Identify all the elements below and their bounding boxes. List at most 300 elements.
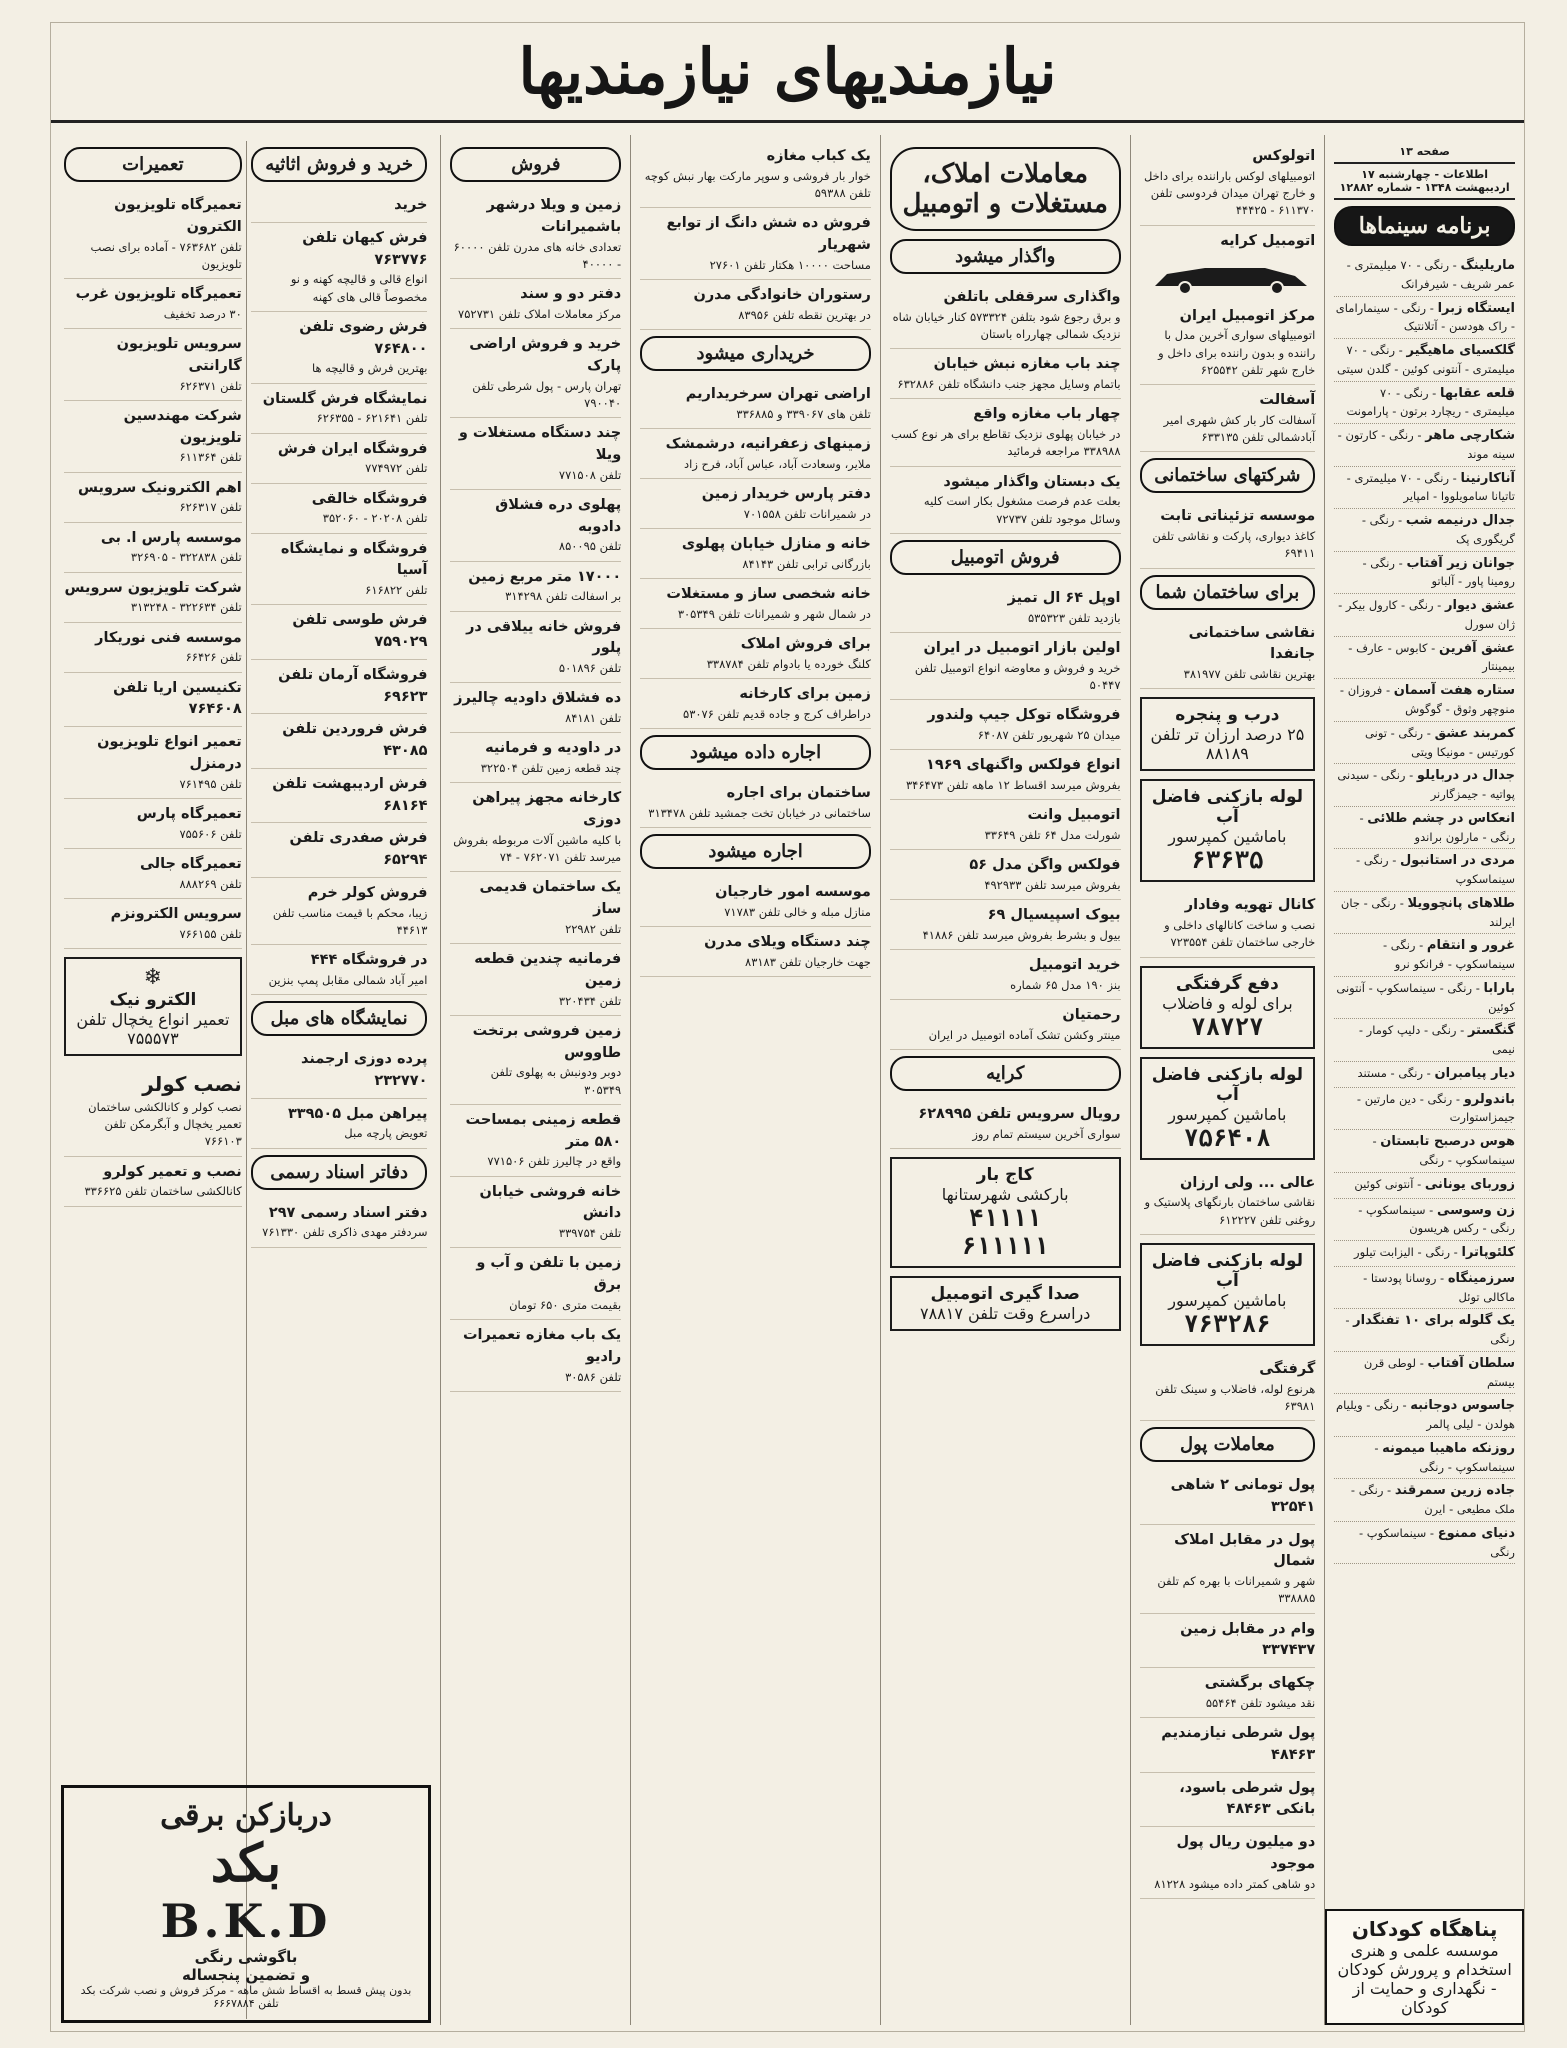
ad-title: دفع گرفتگی: [1175, 973, 1279, 994]
wanted-ad: [640, 379, 871, 429]
ad-tabet: [1140, 501, 1316, 568]
ad-title: در فروشگاه ۴۴۴: [310, 952, 428, 968]
bkd-sub2: و تضمین پنجساله: [181, 1966, 311, 1984]
sale-ad: [450, 562, 621, 612]
for-rent-heading: اجاره داده میشود: [640, 735, 871, 770]
ad-title: سرویس الکترونزم: [110, 905, 242, 922]
cinema-listing: [1334, 552, 1515, 595]
ad-title: نصب کولر: [142, 1071, 242, 1096]
film-details: - سینماسکوپ - رنگی: [1358, 1525, 1515, 1559]
ad-title: لوله بازکنی فاضل آب: [1151, 1064, 1304, 1105]
ad-body: دو شاهی کمتر داده میشود ۸۱۲۲۸: [1154, 1876, 1316, 1891]
car-sale-ad: [890, 1000, 1121, 1050]
cinema-listing: [1334, 509, 1515, 552]
repair-ad: [64, 190, 242, 279]
carpet-ad: [251, 534, 428, 606]
ad-title: خرید و فروش اراضی پارک: [469, 336, 622, 374]
notary-heading: دفاتر اسناد رسمی: [251, 1155, 428, 1190]
ad-body: تعمیر انواع یخچال تلفن ۷۵۵۵۷۳: [76, 1009, 230, 1048]
carpet-ad: [251, 434, 428, 484]
film-title: زن وسوسی: [1436, 1202, 1515, 1218]
film-details: - رنگی - ۷۰ میلیمتری - ریچارد برتون - پارامونت: [1346, 385, 1515, 419]
film-title: جدال درنیمه شب: [1405, 513, 1515, 529]
sale-ad: [450, 1248, 621, 1320]
ad-body: تلفن ۵۰۱۸۹۶: [558, 661, 622, 675]
ad-body: بهترین نقاشی تلفن ۳۸۱۹۷۷: [1183, 667, 1316, 681]
ad-janfada: [1140, 618, 1316, 690]
ad-title: چند دستگاه مستغلات و ویلا: [458, 425, 622, 463]
ad-body: تلفن ۶۲۱۶۴۱ - ۶۲۶۳۵۵: [316, 411, 428, 426]
ad-body: دراسرع وقت تلفن ۷۸۸۱۷: [919, 1304, 1091, 1323]
bkd-ad: [61, 1785, 431, 2023]
column-sale: [440, 135, 630, 2025]
film-title: دنیای ممنوع: [1437, 1525, 1515, 1541]
ad-body: بفروش میرسد اقساط ۱۲ ماهه تلفن ۳۴۶۴۷۳: [905, 777, 1121, 792]
ad-body: خوار بار فروشی و سوپر مارکت بهار نبش کوچه تلفن ۵۹۳۸۸: [644, 168, 871, 200]
ad-clog: [1140, 1354, 1316, 1421]
ad-body: دراطراف کرج و جاده قدیم تلفن ۵۳۰۷۶: [683, 706, 871, 721]
ad-body: تلفن ۳۲۰۴۳۴: [558, 993, 622, 1008]
masthead: [51, 23, 1524, 123]
ad-title: نمایشگاه فرش گلستان: [262, 390, 428, 407]
transfer-heading: واگذار میشود: [890, 239, 1121, 274]
ad-title: فرش فروردین تلفن ۴۳۰۸۵: [282, 721, 428, 759]
ad-title: پرده دوزی ارجمند ۲۳۲۷۷۰: [301, 1051, 428, 1089]
ad-body: ۲۵ درصد ارزان تر تلفن ۸۸۱۸۹: [1150, 725, 1305, 764]
ad-body: تلفن ۶۲۶۳۱۷: [179, 500, 242, 515]
ad-body: هرنوع لوله، فاضلاب و سینک تلفن ۶۳۹۸۱: [1155, 1381, 1316, 1413]
ad-body: نقد میشود تلفن ۵۵۴۶۴: [1205, 1695, 1316, 1710]
film-details: - رنگی - سینماسکوپ - فرانکو نرو: [1382, 938, 1515, 972]
ad-title: سرویس تلویزیون گارانتی: [116, 336, 242, 374]
sale-ad: [450, 1320, 621, 1392]
ad-title: یک ساختمان قدیمی ساز: [479, 879, 622, 917]
furniture-ad: [251, 1044, 428, 1099]
ad-ventilation: [1140, 890, 1316, 957]
transfer-ads: [890, 282, 1121, 534]
ad-body: تلفن ۶۶۴۲۶: [185, 650, 242, 665]
ad-title: تعمیر انواع تلویزیون درمنزل: [97, 734, 242, 772]
ad-title: فرش رضوی تلفن ۷۶۴۸۰۰: [299, 318, 428, 357]
rental-ads: [890, 1099, 1121, 1149]
cinema-listing: [1334, 1173, 1515, 1199]
ad-body: واقع در چالیرز تلفن ۷۷۱۵۰۶: [487, 1154, 622, 1169]
ad-body: ۳۰ درصد تخفیف: [163, 306, 242, 321]
orphanage-ad: [1325, 1909, 1524, 2025]
carpet-ad: [251, 823, 428, 878]
ad-body: تلفن ۳۳۹۷۵۴: [558, 1226, 622, 1240]
ad-title: چکهای برگشتی: [1204, 1675, 1316, 1691]
ad-store-444: [251, 945, 428, 995]
film-title: طلاهای پانچوویلا: [1407, 895, 1515, 911]
ad-title: صدا گیری اتومبیل: [930, 1284, 1080, 1304]
to-rent-ad: [640, 877, 871, 927]
ad-title: واگذاری سرقفلی باتلفن: [943, 289, 1121, 305]
ad-title: فرش صفدری تلفن ۶۵۲۹۴: [289, 830, 428, 868]
repair-ad: [64, 279, 242, 329]
ad-body: بارکشی شهرستانها: [941, 1185, 1069, 1204]
ad-body: تلفن ۶۱۱۳۶۴: [179, 450, 242, 465]
film-details: - سینماسکوپ - رنگی - رکس هریسون: [1358, 1202, 1515, 1236]
film-title: غرور و انتقام: [1426, 938, 1515, 954]
ad-body: زیبا، محکم با قیمت مناسب تلفن ۴۴۶۱۳: [272, 905, 428, 937]
repair-ad: [64, 329, 242, 401]
cinema-listing: [1334, 467, 1515, 510]
ad-cooler-install: [64, 1064, 242, 1157]
film-title: جاسوس دوجانبه: [1410, 1398, 1515, 1414]
ad-title: رحمتیان: [1062, 1007, 1121, 1023]
film-title: سرزمینگاه: [1447, 1270, 1515, 1286]
ad-title: لوله بازکنی فاضل آب: [1151, 1250, 1304, 1291]
ad-title: آسفالت: [1259, 392, 1316, 408]
ad-body: امیر آباد شمالی مقابل پمپ بنزین: [268, 972, 428, 987]
ad-body: شهر و شمیرانات با بهره کم تلفن ۳۳۸۸۸۵: [1157, 1574, 1316, 1606]
ad-body: چند قطعه زمین تلفن ۳۲۲۵۰۴: [480, 761, 622, 775]
film-details: - رنگی: [1345, 1313, 1515, 1347]
ad-title: فروشگاه ایران فرش: [277, 440, 428, 457]
sale-ad: [450, 1105, 621, 1177]
cinema-heading: برنامه سینماها: [1334, 206, 1515, 246]
ad-body: تلفن ۷۷۱۵۰۸: [558, 467, 622, 482]
ad-body: جهت خارجیان تلفن ۸۳۱۸۳: [745, 954, 871, 969]
film-title: عشق آفرین: [1439, 640, 1515, 656]
repairs-list: [64, 190, 242, 949]
cinema-column: [1324, 135, 1524, 2025]
issue-dateline: اطلاعات - چهارشنبه ۱۷ اردیبهشت ۱۳۴۸ - شماره ۱۲۸۸۲: [1334, 164, 1515, 200]
ad-title: فروش ده شش دانگ از توابع شهریار: [666, 215, 871, 253]
ad-body: دوبر ودونبش به پهلوی تلفن ۳۰۵۳۴۹: [490, 1065, 622, 1097]
film-details: - رنگی - کارول بیکر - ژان سورل: [1338, 598, 1515, 631]
ad-title: دفتر اسناد رسمی ۲۹۷: [268, 1204, 428, 1221]
ad-title: خانه شخصی ساز و مستغلات: [666, 586, 871, 602]
ad-electronic: [64, 957, 242, 1056]
cinema-listing: [1334, 679, 1515, 722]
ad-title: زمین برای کارخانه: [739, 686, 871, 702]
column-services: [1130, 135, 1325, 2025]
carpet-list: [251, 190, 428, 878]
newspaper-page: [50, 22, 1525, 2032]
carpet-ad: [251, 714, 428, 769]
money-heading: معاملات پول: [1140, 1427, 1316, 1462]
car-sale-ad: [890, 850, 1121, 900]
wanted-ad: [640, 679, 871, 729]
repair-ad: [64, 849, 242, 899]
film-title: آناکارنینا: [1460, 470, 1515, 486]
ad-body: مساحت ۱۰۰۰۰ هکتار تلفن ۲۷۶۰۱: [709, 257, 871, 272]
phone-number: ۷۶۳۲۸۶: [1184, 1309, 1271, 1338]
carpet-subcolumn: [246, 141, 432, 2019]
cinema-listing: [1334, 764, 1515, 807]
ad-body: در خیابان پهلوی نزدیک تقاطع برای هر نوع کسب ۳۳۸۹۸۸ مراجعه فرمائید: [890, 427, 1121, 459]
ad-title: زمین فروشی برتخت طاووس: [472, 1022, 622, 1061]
ad-title: فروشگاه خالقی: [311, 490, 428, 507]
orphanage-title: پناهگاه کودکان: [1351, 1917, 1498, 1941]
film-details: - سینماسکوپ - رنگی: [1372, 1134, 1515, 1167]
cinema-listing: [1334, 1062, 1515, 1088]
film-details: - رنگی - گریگوری پک: [1361, 513, 1515, 546]
money-ad: [1140, 1773, 1316, 1828]
wanted-ads: [640, 379, 871, 729]
cinema-listing: [1334, 254, 1515, 297]
ad-title: زمینهای زعفرانیه، درشمشک: [665, 436, 871, 452]
cinema-listing: [1334, 382, 1515, 425]
ad-body: تلفن ۸۴۱۸۱: [565, 711, 622, 725]
film-title: روزنکه ماهیبا میمونه: [1382, 1440, 1515, 1456]
wanted-ad: [640, 579, 871, 629]
film-details: - رنگی - الیزابت تیلور: [1354, 1245, 1462, 1260]
ad-title: برای فروش املاک: [740, 636, 871, 652]
ad-body: تلفن ۷۷۴۹۷۲: [365, 461, 428, 476]
cinema-listing: [1334, 807, 1515, 850]
car-sale-heading: فروش اتومبیل: [890, 540, 1121, 575]
film-title: مردی در استانبول: [1400, 853, 1515, 869]
ad-body: برای لوله و فاضلاب: [1162, 993, 1293, 1013]
ad-body: کلنگ خورده یا بادوام تلفن ۳۳۸۷۸۴: [706, 656, 871, 671]
ad-body: شورلت مدل ۶۴ تلفن ۳۳۶۴۹: [984, 827, 1121, 842]
film-details: - رنگی - مستند: [1357, 1065, 1435, 1080]
phone-number: ۷۵۶۴۰۸: [1184, 1123, 1271, 1152]
film-title: بارابا: [1483, 980, 1515, 996]
ad-body: در شمیرانات تلفن ۷۰۱۵۵۸: [743, 506, 871, 521]
for-rent-ads: [640, 778, 871, 828]
ad-body: بقیمت متری ۶۵۰ تومان: [509, 1297, 622, 1312]
repair-ad: [64, 799, 242, 849]
ad-title: پول شرطی نیازمندیم ۴۸۴۶۳: [1161, 1725, 1316, 1763]
ad-title: گرفتگی: [1259, 1360, 1316, 1377]
film-details: - سینماسکوپ - رنگی: [1374, 1440, 1515, 1474]
repair-ad: [64, 401, 242, 473]
cinema-listing: [1334, 722, 1515, 765]
film-details: - فروزان - منوچهر وثوق - گوگوش: [1339, 683, 1515, 716]
ad-body: تعدادی خانه های مدرن تلفن ۶۰۰۰۰ - ۴۰۰۰۰: [453, 239, 622, 271]
ad-body: باماشین کمپرسور: [1168, 1104, 1287, 1124]
ad-body: تلفن ۸۸۸۲۶۹: [179, 876, 242, 891]
ad-title: پول در مقابل املاک شمال: [1174, 1531, 1316, 1570]
sale-ad: [450, 733, 621, 783]
cinema-listing: [1334, 977, 1515, 1020]
car-sale-ad: [890, 583, 1121, 633]
for-rent-ad: [640, 778, 871, 828]
film-title: جوانان زیر آفتاب: [1406, 555, 1515, 571]
carpet-ad: [251, 484, 428, 534]
cinema-listing: [1334, 1019, 1515, 1062]
construction-heading: شرکتهای ساختمانی: [1140, 458, 1316, 493]
sale-ad: [450, 418, 621, 490]
bkd-small: بدون پیش قسط به اقساط شش ماهه - مرکز فروش و نصب شرکت بکد تلفن ۶۶۶۷۸۸۴: [80, 1984, 412, 2010]
cinema-listing: [1334, 1309, 1515, 1352]
ad-title: تعمیرگاه تلویزیون الکترون: [114, 197, 242, 235]
sale-ad: [450, 190, 621, 279]
ad-title: فولکس واگن مدل ۵۶: [969, 857, 1121, 873]
ad-title: نقاشی ساختمانی جانفدا: [1188, 624, 1316, 663]
ad-title: درب و پنجره: [1175, 705, 1280, 726]
ad-body: نقاشی ساختمان بارنگهای پلاستیک و روغنی تلفن ۶۱۲۲۲۷: [1144, 1195, 1316, 1227]
ad-title: زمین و ویلا درشهر باشمیرانات: [486, 197, 622, 235]
shop-ads: [640, 141, 871, 330]
ad-asphalt: [1140, 385, 1316, 452]
ad-body: ملایر، وسعادت آباد، عباس آباد، فرح زاد: [684, 456, 871, 471]
film-title: انعکاس در چشم طلائی: [1367, 810, 1515, 826]
film-details: - رنگی - دلیپ کومار - نیمی: [1358, 1023, 1515, 1057]
ad-title: رویال سرویس تلفن ۶۲۸۹۹۵: [918, 1106, 1121, 1122]
bkd-title: دربازکن برقی: [160, 1798, 332, 1833]
repairs-subcolumn: [60, 141, 246, 2019]
film-details: - رنگی - سینماسکوپ - آنتونی کوئین: [1336, 980, 1515, 1014]
masthead-title: نیازمندیهای نیازمندیها: [518, 35, 1057, 108]
ad-title: چهار باب مغازه واقع: [973, 406, 1121, 423]
film-details: - رنگی - ۷۰ میلیمتری - تاتیانا سامویلووا - امپایر: [1346, 470, 1515, 504]
phone-number: ۶۳۶۳۵: [1191, 846, 1264, 875]
film-details: - رنگی - جان ایرلند: [1340, 895, 1515, 929]
ad-notary: [251, 1198, 428, 1248]
ad-title: فرش طوسی تلفن ۷۵۹۰۲۹: [292, 612, 428, 650]
wanted-ad: [640, 529, 871, 579]
car-sale-ad: [890, 750, 1121, 800]
ad-body: بازرگانی ترابی تلفن ۸۴۱۴۳: [742, 556, 871, 571]
ad-body: تلفن های ۳۳۹۰۶۷ و ۳۳۶۸۸۵: [736, 406, 871, 421]
ad-body: و برق رجوع شود بتلفن ۵۷۳۳۲۴ کنار خیابان شاه نزدیک شمالی چهارراه باستان: [892, 309, 1121, 341]
sale-ad: [450, 872, 621, 944]
to-rent-ads: [640, 877, 871, 977]
rental-heading: کرایه: [890, 1056, 1121, 1091]
ad-title: شرکت مهندسین تلویزیون: [123, 407, 242, 446]
ad-title: خانه و منازل خیابان پهلوی: [681, 536, 871, 552]
sale-ad: [450, 783, 621, 872]
wanted-ad: [640, 429, 871, 479]
for-your-building-heading: برای ساختمان شما: [1140, 575, 1316, 610]
column-container: [51, 135, 1524, 2025]
ad-title: یک دبستان واگذار میشود: [943, 473, 1121, 490]
film-title: جدال در دربایلو: [1416, 768, 1515, 784]
ad-title: تعمیرگاه تلویزیون غرب: [75, 286, 242, 302]
cinema-listing: [1334, 297, 1515, 340]
car-sale-ad: [890, 700, 1121, 750]
film-details: - رنگی - ۷۰ میلیمتری - عمر شریف - شیرفرانک: [1346, 258, 1515, 291]
carpet-heading: خرید و فروش اثاثیه: [251, 147, 428, 182]
film-title: دیار پیامبران: [1434, 1065, 1515, 1081]
column-cars: [880, 135, 1130, 2025]
ad-title: بیوک اسپیسیال ۶۹: [987, 907, 1121, 923]
repair-ad: [64, 727, 242, 799]
ad-body: بازدید تلفن ۵۳۵۳۲۳: [1027, 610, 1121, 625]
ad-title: تعمیرگاه پارس: [136, 805, 242, 822]
sale-ad: [450, 490, 621, 562]
film-title: قلعه عقابها: [1439, 385, 1515, 401]
ad-title: خانه فروشی خیابان دانش: [479, 1183, 622, 1222]
cinema-listing: [1334, 424, 1515, 467]
cinema-listing: [1334, 849, 1515, 892]
film-details: - رنگی - ویلیام هولدن - لیلی پالمر: [1335, 1398, 1515, 1432]
ad-title: لوله بازکنی فاضل آب: [1151, 787, 1304, 828]
car-icon: [1145, 256, 1315, 296]
wanted-heading: خریداری میشود: [640, 336, 871, 371]
shop-ad: [640, 208, 871, 280]
ad-body: تلفن ۲۰۲۰۸ - ۳۵۲۰۶۰: [322, 511, 428, 526]
ad-body: تلفن ۶۲۶۳۷۱: [179, 378, 242, 393]
ad-car-sound: [890, 1276, 1121, 1331]
ad-title: دو میلیون ریال پول موجود: [1176, 1834, 1316, 1872]
sale-heading: فروش: [450, 147, 621, 182]
cinema-listing: [1334, 1522, 1515, 1565]
ad-title: اتومبیل کرایه: [1220, 232, 1316, 249]
ad-title: ساختمان برای اجاره: [726, 785, 871, 801]
ad-title: یک کباب مغازه: [766, 148, 871, 164]
transfer-ad: [890, 467, 1121, 534]
ad-sewer-2: [1140, 1057, 1316, 1160]
ad-body: بهترین فرش و قالیچه ها: [312, 361, 428, 376]
ad-body: ساختمانی در خیابان تخت جمشید تلفن ۳۱۳۴۷۸: [648, 805, 871, 820]
film-title: هوس درصبح تابستان: [1380, 1134, 1515, 1150]
wanted-ad: [640, 629, 871, 679]
ad-body: تلفن ۷۶۱۴۹۵: [179, 776, 242, 791]
ad-cooler-khorram: [251, 878, 428, 945]
film-details: - آنتونی کوئین: [1354, 1176, 1425, 1191]
ad-rent: [1140, 226, 1316, 386]
ad-title: فروشگاه و نمایشگاه آسیا: [280, 540, 428, 579]
money-ad: [1140, 1470, 1316, 1525]
ad-body: اتومبیلهای لوکس باراننده برای داخل و خارج تهران میدان فردوسی تلفن ۶۱۱۳۷۰ - ۴۴۴۲۵: [1143, 168, 1316, 218]
issue-page: صفحه ۱۳: [1334, 141, 1515, 164]
carpet-ad: [251, 660, 428, 715]
ad-body: تلفن ۷۵۵۶۰۶: [179, 826, 242, 841]
cinema-listing: [1334, 934, 1515, 977]
car-sale-ad: [890, 950, 1121, 1000]
shop-ad: [640, 141, 871, 208]
film-title: باندولرو: [1463, 1091, 1515, 1107]
cinema-list: [1334, 254, 1515, 1564]
furniture-ad: [251, 1099, 428, 1149]
ad-title: دفتر دو و سند: [520, 286, 622, 302]
bkd-brand: B.K.D: [160, 1894, 332, 1948]
ad-title: زمین با تلفن و آب و برق: [476, 1255, 622, 1293]
ad-title: مرکز اتومبیل ایران: [1179, 307, 1316, 324]
cinema-listing: [1334, 1130, 1515, 1173]
film-title: شکارچی ماهر: [1425, 428, 1515, 444]
bkd-sub1: باگوشی رنگی: [194, 1948, 298, 1966]
ad-title: کاج بار: [976, 1165, 1034, 1185]
car-sale-ad: [890, 800, 1121, 850]
ad-body: بفروش میرسد تلفن ۴۹۲۹۳۳: [984, 877, 1121, 892]
ad-title: موسسه پارس ا. بی: [100, 529, 242, 546]
money-ad: [1140, 1525, 1316, 1614]
phone-number: ۷۸۷۲۷: [1191, 1012, 1264, 1041]
money-ad: [1140, 1614, 1316, 1669]
ad-sewer-3: [1140, 1243, 1316, 1346]
cinema-listing: [1334, 339, 1515, 382]
ad-body: تلفن ۳۲۲۸۳۸ - ۳۲۶۹۰۵: [130, 550, 242, 565]
ad-title: کارخانه مجهز پیراهن دوزی: [472, 790, 622, 828]
ad-sewer-1: [1140, 779, 1316, 882]
ad-body: بنز ۱۹۰ مدل ۶۵ شماره: [1010, 977, 1121, 992]
sale-ad: [450, 329, 621, 418]
ad-body: بعلت عدم فرصت مشغول بکار است کلیه وسائل موجود تلفن ۷۲۷۳۷: [923, 494, 1121, 526]
wanted-ad: [640, 479, 871, 529]
carpet-ad: [251, 223, 428, 312]
ad-title: شرکت تلویزیون سرویس: [64, 579, 242, 596]
cinema-listing: [1334, 1437, 1515, 1480]
film-title: کمربند عشق: [1434, 725, 1515, 741]
ad-title: موسسه امور خارجیان: [715, 884, 871, 900]
ad-title: نصب و تعمیر کولرو: [103, 1163, 242, 1180]
cinema-listing: [1334, 1267, 1515, 1310]
ad-body: سواری آخرین سیستم تمام روز: [972, 1126, 1121, 1141]
carpet-ad: [251, 384, 428, 434]
cinema-listing: [1334, 1352, 1515, 1395]
ad-title: خرید: [394, 197, 428, 213]
sale-ad: [450, 1177, 621, 1249]
ad-doors: [1140, 697, 1316, 771]
ad-title: موسسه فنی نوریکار: [95, 629, 242, 646]
